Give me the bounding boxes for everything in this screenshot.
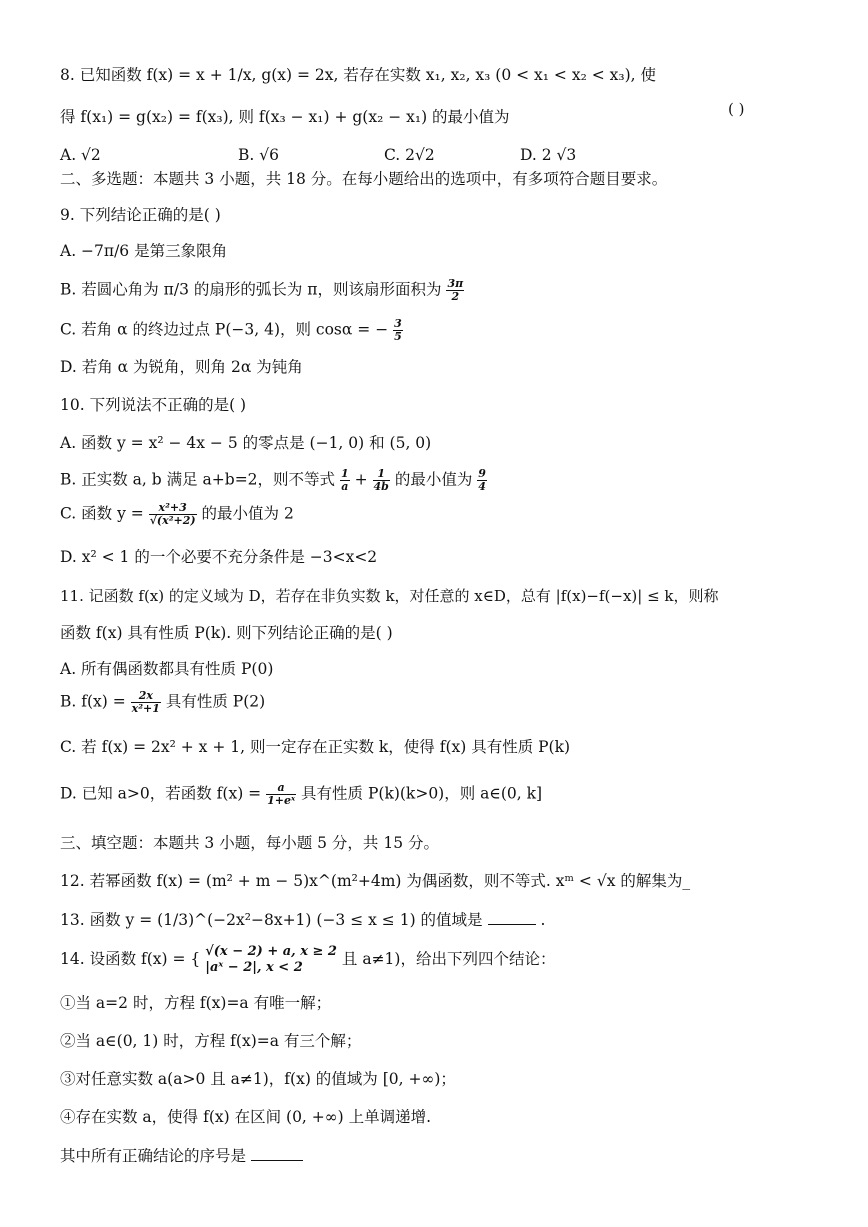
q10-c-fraction bbox=[149, 502, 197, 527]
q11-option-b bbox=[60, 690, 265, 715]
q14-definition bbox=[60, 944, 555, 976]
q9-option-c bbox=[60, 318, 403, 343]
q9-option-c-fraction bbox=[393, 318, 403, 343]
q10-c-den: √(x²+2) bbox=[149, 514, 196, 527]
q9-c-num: 3 bbox=[394, 317, 402, 330]
q10-b-frac1 bbox=[340, 468, 350, 493]
q10-option-c bbox=[60, 502, 294, 527]
q10-b-frac2 bbox=[373, 468, 390, 493]
q10-b-frac1-num: 1 bbox=[340, 467, 349, 480]
q14-statement-2: ②当 a∈(0, 1) 时，方程 f(x)=a 有三个解； bbox=[60, 1032, 362, 1050]
q10-option-d: D. x² < 1 的一个必要不充分条件是 −3<x<2 bbox=[60, 548, 378, 566]
q9-c-den: 5 bbox=[394, 330, 402, 343]
q13-tail: . bbox=[540, 911, 546, 929]
q10-option-c-text: C. 函数 y = bbox=[60, 504, 144, 523]
q9-option-b-text: B. 若圆心角为 π/3 的扇形的弧长为 π，则该扇形面积为 bbox=[60, 280, 442, 299]
q10-c-tail: 的最小值为 2 bbox=[201, 504, 294, 523]
q10-c-num: x²+3 bbox=[149, 502, 197, 515]
q10-b-mid: 的最小值为 bbox=[394, 470, 473, 489]
q9-b-den: 2 bbox=[451, 290, 460, 303]
q10-b-frac1-den: a bbox=[341, 480, 349, 493]
q13-answer-blank[interactable] bbox=[488, 908, 536, 925]
q14-conclusion bbox=[60, 1144, 303, 1167]
q8-option-d: D. 2 √3 bbox=[520, 146, 577, 164]
q10-b-result-num: 9 bbox=[478, 467, 486, 480]
q10-b-plus: + bbox=[354, 470, 368, 489]
q11-option-d bbox=[60, 782, 542, 807]
q10-option-b-text: B. 正实数 a, b 满足 a+b=2，则不等式 bbox=[60, 470, 336, 489]
q11-b-num: 2x bbox=[131, 690, 161, 703]
q8-option-b: B. √6 bbox=[238, 146, 279, 164]
q10-b-frac2-den: 4b bbox=[373, 480, 389, 493]
q14-conclusion-text: 其中所有正确结论的序号是 bbox=[60, 1147, 247, 1165]
q14-cases bbox=[205, 944, 337, 976]
q10-b-result bbox=[477, 468, 487, 493]
q11-line1: 11. 记函数 f(x) 的定义域为 D，若存在非负实数 k，对任意的 x∈D，总有 |f(x)−f(−x)| ≤ k，则称 bbox=[60, 587, 719, 605]
q10-b-frac2-num: 1 bbox=[373, 468, 390, 481]
q9-option-d: D. 若角 α 为锐角，则角 2α 为钝角 bbox=[60, 358, 303, 376]
q11-d-num: a bbox=[266, 782, 296, 795]
q11-b-fraction bbox=[131, 690, 161, 715]
q10-stem: 10. 下列说法不正确的是( ) bbox=[60, 396, 247, 414]
q8-option-c: C. 2√2 bbox=[384, 146, 435, 164]
q14-statement-3: ③对任意实数 a(a>0 且 a≠1)，f(x) 的值域为 [0, +∞)； bbox=[60, 1070, 456, 1088]
q10-option-b bbox=[60, 468, 487, 493]
q14-case2: |aˣ − 2|, x < 2 bbox=[205, 960, 303, 975]
q14-statement-1: ①当 a=2 时，方程 f(x)=a 有唯一解； bbox=[60, 994, 332, 1012]
q14-tail: 且 a≠1)，给出下列四个结论： bbox=[341, 950, 556, 968]
q13-text: 13. 函数 y = (1/3)^(−2x²−8x+1) (−3 ≤ x ≤ 1) 的值域是 bbox=[60, 911, 483, 929]
q14-statement-4: ④存在实数 a，使得 f(x) 在区间 (0, +∞) 上单调递增. bbox=[60, 1108, 432, 1126]
q8-answer-paren: ( ) bbox=[728, 100, 745, 118]
q12-line: 12. 若幂函数 f(x) = (m² + m − 5)x^(m²+4m) 为偶函数，则不等式. xᵐ < √x 的解集为_ bbox=[60, 872, 691, 890]
q9-option-a: A. −7π/6 是第三象限角 bbox=[60, 242, 228, 260]
q11-option-d-text: D. 已知 a>0，若函数 f(x) = bbox=[60, 784, 262, 803]
q11-d-tail: 具有性质 P(k)(k>0)，则 a∈(0, k] bbox=[301, 784, 543, 803]
q11-option-c: C. 若 f(x) = 2x² + x + 1, 则一定存在正实数 k，使得 f(x) 具有性质 P(k) bbox=[60, 738, 571, 756]
q9-option-c-text: C. 若角 α 的终边过点 P(−3, 4)，则 cosα = − bbox=[60, 320, 389, 339]
q8-option-a: A. √2 bbox=[60, 146, 101, 164]
q9-option-b bbox=[60, 278, 464, 303]
q11-b-tail: 具有性质 P(2) bbox=[165, 692, 266, 711]
q13-line bbox=[60, 908, 545, 931]
section3-heading: 三、填空题：本题共 3 小题，每小题 5 分，共 15 分。 bbox=[60, 834, 440, 852]
q11-d-fraction bbox=[266, 782, 296, 807]
q14-head: 14. 设函数 f(x) = { bbox=[60, 950, 201, 968]
q10-option-a: A. 函数 y = x² − 4x − 5 的零点是 (−1, 0) 和 (5, 0) bbox=[60, 434, 432, 452]
section2-heading: 二、多选题：本题共 3 小题，共 18 分。在每小题给出的选项中，有多项符合题目要求。 bbox=[60, 170, 668, 188]
q9-option-b-fraction bbox=[446, 278, 464, 303]
q8-line2: 得 f(x₁) = g(x₂) = f(x₃), 则 f(x₃ − x₁) + g(x₂ − x₁) 的最小值为 bbox=[60, 108, 510, 126]
q11-b-den: x²+1 bbox=[131, 702, 160, 715]
q14-case1: √(x − 2) + a, x ≥ 2 bbox=[205, 944, 337, 959]
q9-b-num: 3π bbox=[447, 277, 464, 290]
q10-b-result-den: 4 bbox=[478, 480, 486, 493]
q8-line1: 8. 已知函数 f(x) = x + 1/x, g(x) = 2x, 若存在实数 x₁, x₂, x₃ (0 < x₁ < x₂ < x₃), 使 bbox=[60, 66, 657, 84]
q11-d-den: 1+eˣ bbox=[267, 794, 296, 807]
q11-option-b-text: B. f(x) = bbox=[60, 692, 126, 711]
q9-stem: 9. 下列结论正确的是( ) bbox=[60, 206, 221, 224]
q14-answer-blank[interactable] bbox=[251, 1144, 303, 1161]
q11-option-a: A. 所有偶函数都具有性质 P(0) bbox=[60, 660, 274, 678]
q11-line2: 函数 f(x) 具有性质 P(k). 则下列结论正确的是( ) bbox=[60, 624, 393, 642]
